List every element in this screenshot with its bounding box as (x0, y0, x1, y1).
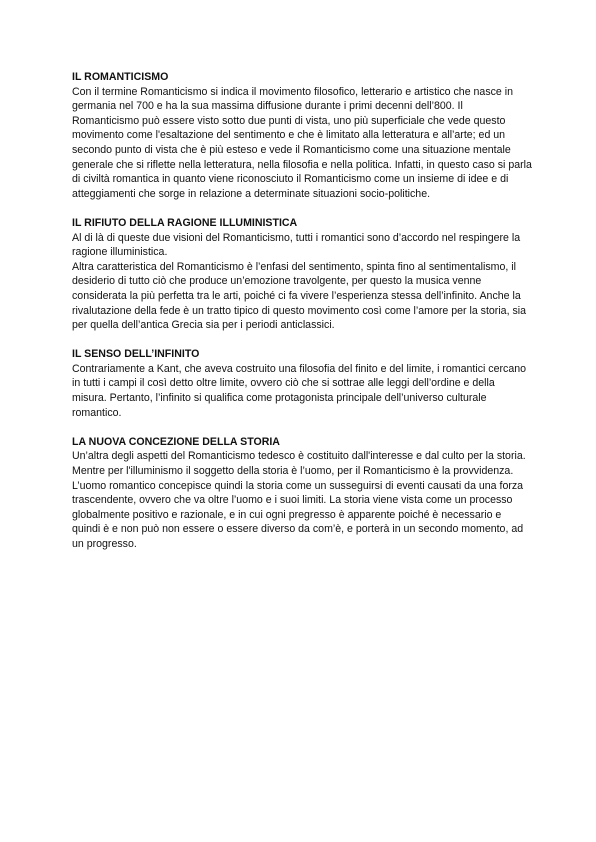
section-heading: IL ROMANTICISMO (72, 71, 169, 83)
section-heading: LA NUOVA CONCEZIONE DELLA STORIA (72, 435, 280, 448)
section-concezione-storia (72, 435, 532, 552)
section-paragraph: Con il termine Romanticismo si indica il movimento filosofico, letterario e artistico che nasce in germania nel 700 e ha la sua massima diffusione durante i primi decenni dell’800. Il Romanticismo può essere visto sotto due punti di vista, uno più superficiale che vede questo movimento come l'esaltazione del sentimento e che è limitato alla letteratura e all’arte; ed un secondo punto di vista che è più esteso e vede il Romanticismo come una situazione mentale generale che si riflette nella letteratura, nella filosofia e nella politica. Infatti, in questo caso si parla di civiltà romantica in quanto viene riconosciuto il Romanticismo come un insieme di idee e di atteggiamenti che sorge in relazione a determinate situazioni socio-politiche. (72, 85, 532, 200)
section-paragraph: Al di là di queste due visioni del Romanticismo, tutti i romantici sono d’accordo nel respingere la ragione illuministica. (72, 231, 521, 259)
section-heading: IL RIFIUTO DELLA RAGIONE ILLUMINISTICA (72, 216, 298, 229)
section-paragraph: Un’altra degli aspetti del Romanticismo tedesco è costituito dall'interesse e dal culto per la storia. Mentre per l'illuminismo il soggetto della storia è l’uomo, per il Romanticismo è la provvidenza. L’uomo romantico concepisce quindi la storia come un susseguirsi di eventi causati da una forza trascendente, ovvero che va oltre l’uomo e i suoi limiti. La storia viene vista come un processo globalmente positivo e razionale, e in cui ogni pregresso è apparente poiché è necessario e quindi è e non può non essere o essere diverso da com’è, e porterà in un secondo momento, ad un progresso. (72, 450, 526, 550)
section-paragraph: Altra caratteristica del Romanticismo è l’enfasi del sentimento, spinta fino al sentimentalismo, il desiderio di tutto ciò che produce un’emozione travolgente, per questo la musica venne considerata la più perfetta tra le arti, poiché ci fa vivere l’esperienza stessa dell’infinito. Anche la rivalutazione della fede è un tratto tipico di questo movimento così come l’amore per la storia, sia per quella dell’antica Grecia sia per i periodi anticlassici. (72, 260, 526, 332)
section-senso-infinito (72, 347, 532, 420)
section-rifiuto-ragione (72, 216, 532, 333)
document-page (72, 70, 532, 566)
section-paragraph: Contrariamente a Kant, che aveva costruito una filosofia del finito e del limite, i romantici cercano in tutti i campi il così detto oltre limite, ovvero ciò che si sottrae alle leggi dell’ordine e della misura. Pertanto, l’infinito si qualifica come protagonista principale dell’universo culturale romantico. (72, 362, 526, 419)
section-heading: IL SENSO DELL’INFINITO (72, 348, 200, 361)
section-romanticismo (72, 70, 532, 201)
